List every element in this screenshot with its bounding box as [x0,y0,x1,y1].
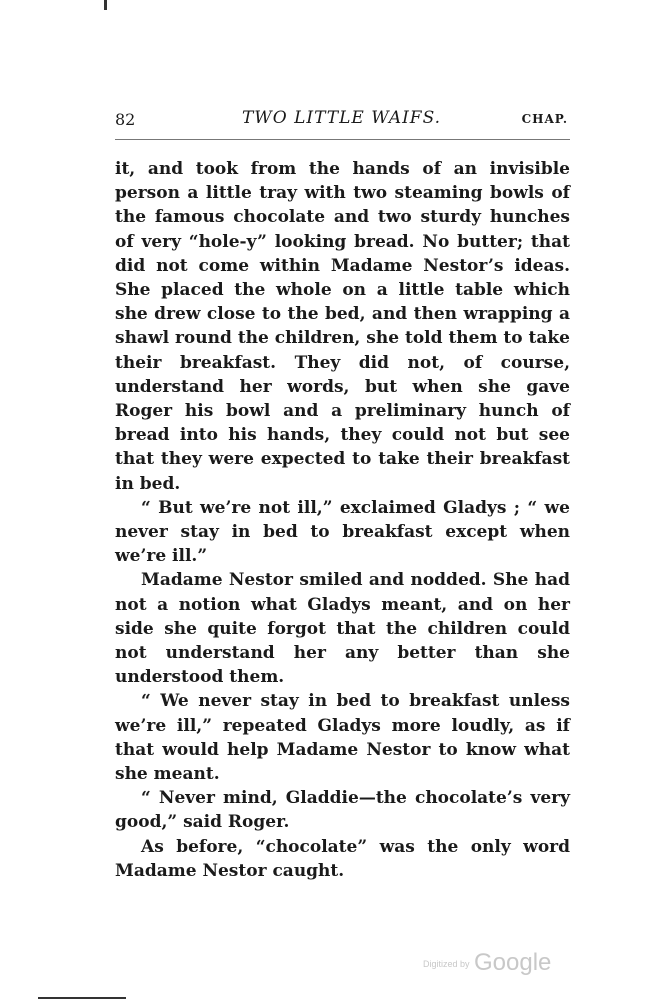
watermark-prefix: Digitized by [423,959,470,969]
paragraph: As before, “chocolate” was the only word Madame Nestor caught. [115,836,570,881]
google-logo: Google [473,949,552,976]
page-number: 82 [115,110,136,129]
paragraph: Madame Nestor smiled and nodded. She had not a notion what Gladys meant, and on her side she quite forgot that the children could not understand her any better than she understood them. [115,570,570,688]
paragraph: “ Never mind, Gladdie—the chocolate’s very good,” said Roger. [115,788,570,833]
running-title: TWO LITTLE WAIFS. [241,108,442,128]
header-rule [115,139,570,140]
paragraph: “ But we’re not ill,” exclaimed Gladys ; “ we never stay in bed to breakfast except when we’re ill.” [115,497,570,567]
paragraph: “ We never stay in bed to breakfast unless we’re ill,” repeated Gladys more loudly, as if that would help Madame Nestor to know what she meant. [115,691,570,785]
body-text [115,157,570,883]
chapter-label: CHAP. [521,112,568,126]
top-edge-mark [104,0,107,10]
digitized-watermark [423,949,551,977]
page-header [115,104,568,134]
bottom-edge-line [38,997,126,999]
paragraph: it, and took from the hands of an invisible person a little tray with two steaming bowls of the famous chocolate and two sturdy hunches of very “hole-y” looking bread. No butter; that did not come within Madame Nestor’s ideas. She placed the whole on a little table which she drew close to the bed, and then wrapping a shawl round the children, she told them to take their breakfast. They did not, of course, understand her words, but when she gave Roger his bowl and a preliminary hunch of bread into his hands, they could not but see that they were expected to take their breakfast in bed. [115,159,570,494]
